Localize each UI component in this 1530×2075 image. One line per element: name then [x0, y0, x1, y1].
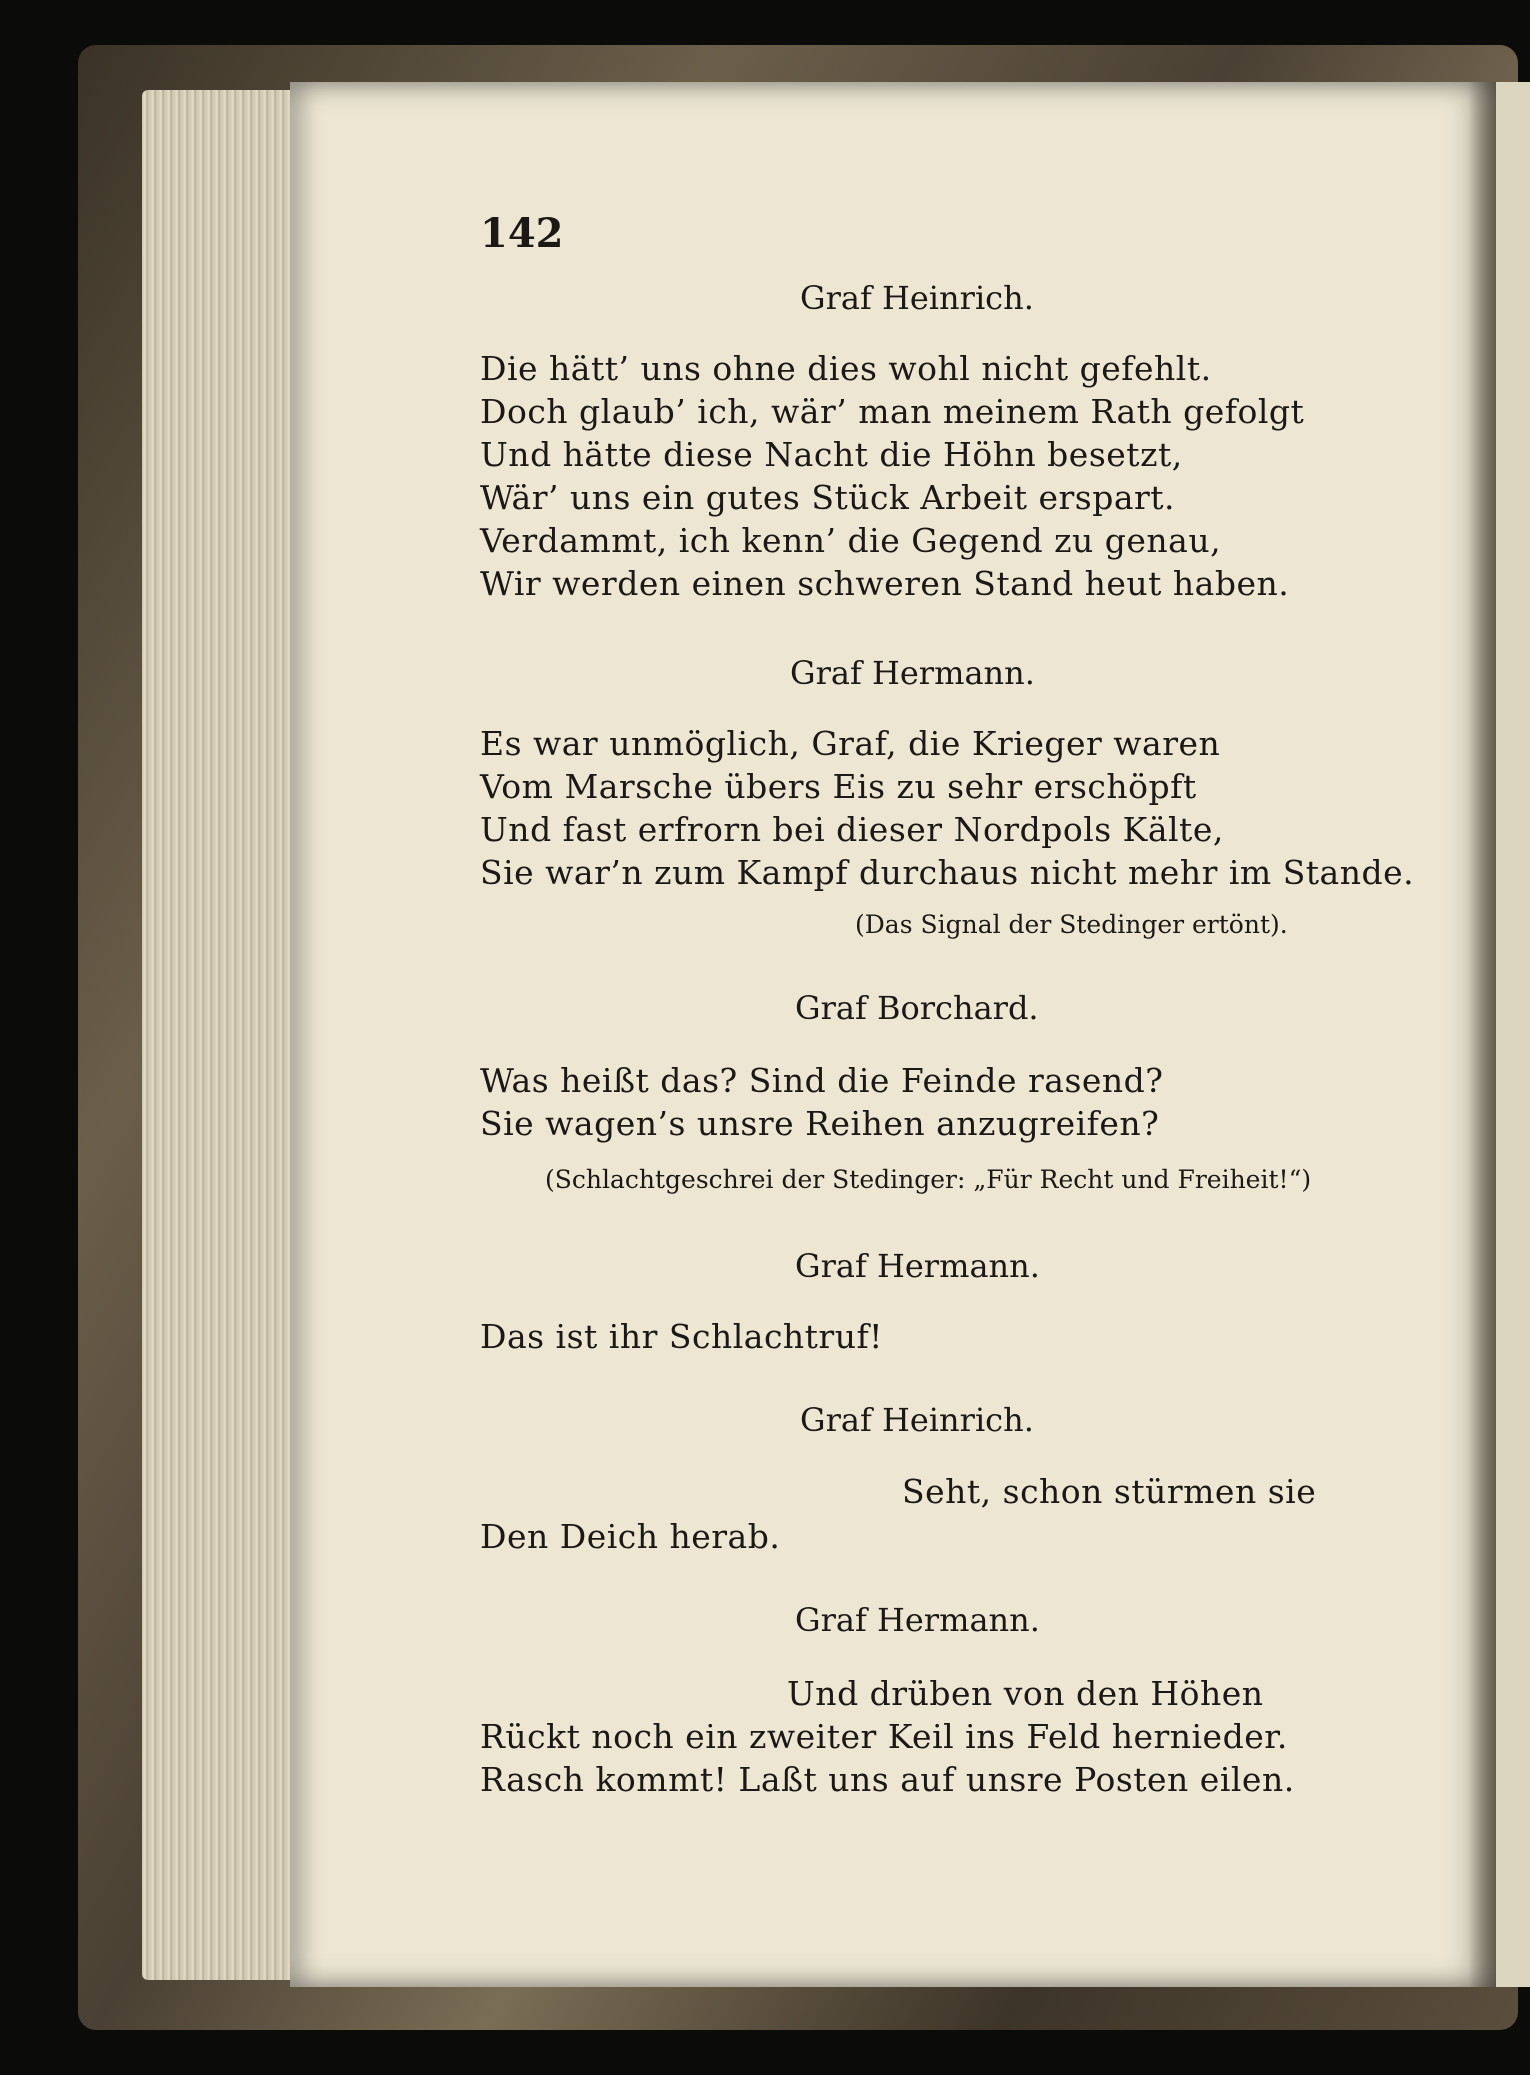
verse-line: Die hätt’ uns ohne dies wohl nicht gefehlt.: [480, 349, 1212, 388]
verse-line: Und hätte diese Nacht die Höhn besetzt,: [480, 435, 1183, 474]
verse-line: Das ist ihr Schlachtruf!: [480, 1317, 883, 1356]
page-gutter-shadow: [1468, 82, 1498, 1987]
speaker-name: Graf Heinrich.: [800, 1401, 1034, 1439]
verse-line: Was heißt das? Sind die Feinde rasend?: [480, 1061, 1164, 1100]
verse-line: Seht, schon stürmen sie: [902, 1472, 1317, 1511]
verse-line: Und drüben von den Höhen: [787, 1674, 1264, 1713]
page-number: 142: [480, 210, 564, 257]
speaker-name: Graf Borchard.: [795, 989, 1039, 1027]
verse-line: Rückt noch ein zweiter Keil ins Feld hernieder.: [480, 1717, 1288, 1756]
speaker-name: Graf Hermann.: [795, 1247, 1040, 1285]
speaker-name: Graf Heinrich.: [800, 279, 1034, 317]
speaker-name: Graf Hermann.: [790, 654, 1035, 692]
verse-line: Verdammt, ich kenn’ die Gegend zu genau,: [480, 521, 1222, 560]
verse-line: Den Deich herab.: [480, 1517, 781, 1556]
verse-line: Es war unmöglich, Graf, die Krieger waren: [480, 724, 1221, 763]
verse-line: Sie wagen’s unsre Reihen anzugreifen?: [480, 1104, 1160, 1143]
facing-page-edge: [1496, 82, 1530, 1987]
verse-line: Und fast erfrorn bei dieser Nordpols Kälte,: [480, 810, 1224, 849]
verse-line: Rasch kommt! Laßt uns auf unsre Posten eilen.: [480, 1760, 1295, 1799]
verse-line: Wär’ uns ein gutes Stück Arbeit erspart.: [480, 478, 1176, 517]
stage-direction: (Schlachtgeschrei der Stedinger: „Für Recht und Freiheit!“): [545, 1165, 1312, 1194]
verse-line: Wir werden einen schweren Stand heut haben.: [480, 564, 1290, 603]
speaker-name: Graf Hermann.: [795, 1601, 1040, 1639]
verse-line: Sie war’n zum Kampf durchaus nicht mehr im Stande.: [480, 853, 1415, 892]
page-edges: [142, 90, 302, 1980]
verse-line: Doch glaub’ ich, wär’ man meinem Rath gefolgt: [480, 392, 1305, 431]
stage-direction: (Das Signal der Stedinger ertönt).: [855, 910, 1288, 939]
verse-line: Vom Marsche übers Eis zu sehr erschöpft: [480, 767, 1197, 806]
book-page: [290, 82, 1505, 1987]
